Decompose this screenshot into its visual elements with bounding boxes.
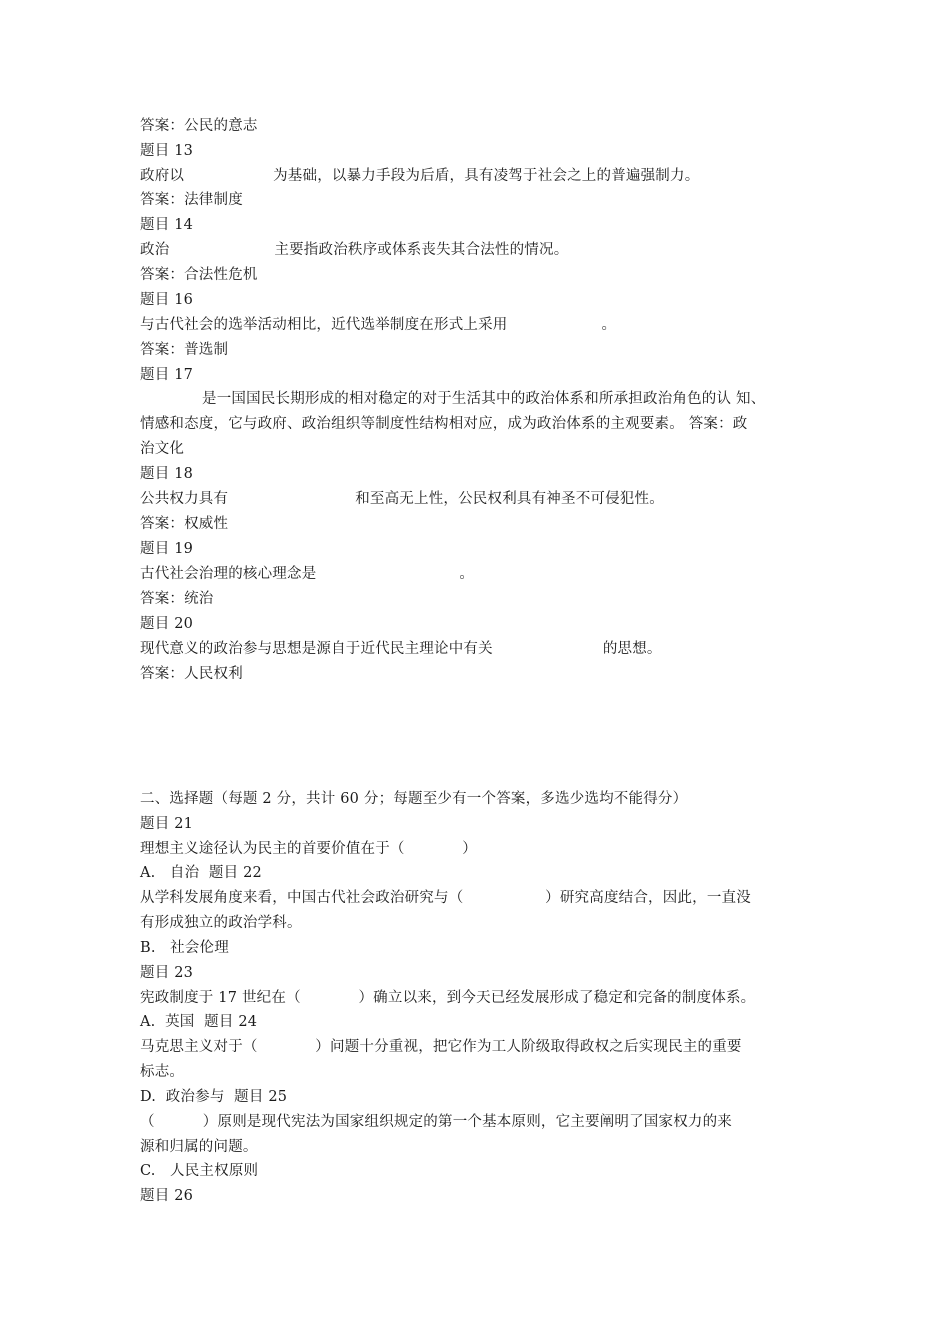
question-text-before: 公共权力具有	[140, 491, 229, 507]
question-text-before: 现代意义的政治参与思想是源自于近代民主理论中有关	[140, 641, 493, 657]
question-title: 题目 26	[140, 1188, 194, 1204]
answer-line: 答案：权威性	[140, 516, 229, 532]
question-text: 有形成独立的政治学科。	[140, 915, 302, 931]
question-text: 是一国国民长期形成的相对稳定的对于生活其中的政治体系和所承担政治角色的认 知、	[202, 391, 766, 407]
question-text-before: 古代社会治理的核心理念是	[140, 566, 317, 582]
question-text-after: 和至高无上性，公民权利具有神圣不可侵犯性。	[355, 491, 664, 507]
question-text-before: 政治	[140, 242, 170, 258]
question-text-after: 主要指政治秩序或体系丧失其合法性的情况。	[274, 242, 569, 258]
answer-line: B. 社会伦理	[140, 940, 229, 956]
question-text	[140, 316, 616, 334]
answer-line: 答案：人民权利	[140, 666, 243, 682]
question-text: 情感和态度，它与政府、政治组织等制度性结构相对应，成为政治体系的主观要素。 答案：政	[140, 416, 748, 432]
question-text	[140, 241, 568, 259]
question-text-before: 政府以	[140, 168, 185, 184]
question-text: 标志。	[140, 1064, 185, 1080]
question-text: 源和归属的问题。	[140, 1139, 258, 1155]
question-text-after: 的思想。	[602, 641, 662, 657]
question-title: 题目 21	[140, 816, 194, 832]
section-heading: 二、选择题（每题 2 分，共计 60 分；每题至少有一个答案，多选少选均不能得分）	[140, 791, 688, 807]
answer-line: 答案：统治	[140, 591, 214, 607]
answer-line: A. 自治 题目 22	[140, 865, 262, 881]
question-text	[140, 490, 664, 508]
question-text: 马克思主义对于（ ）问题十分重视，把它作为工人阶级取得政权之后实现民主的重要	[140, 1039, 742, 1055]
answer-line: 答案：公民的意志	[140, 118, 258, 134]
question-title: 题目 16	[140, 292, 194, 308]
question-text	[140, 167, 699, 185]
question-title: 题目 17	[140, 367, 194, 383]
question-title: 题目 13	[140, 143, 194, 159]
question-title: 题目 14	[140, 217, 194, 233]
question-text-after: 。	[459, 566, 475, 582]
answer-line: D. 政治参与 题目 25	[140, 1089, 288, 1105]
answer-line: C. 人民主权原则	[140, 1163, 259, 1179]
question-text: 从学科发展角度来看，中国古代社会政治研究与（ ）研究高度结合，因此，一直没	[140, 890, 751, 906]
question-text: 理想主义途径认为民主的首要价值在于（ ）	[140, 841, 478, 857]
question-title: 题目 19	[140, 541, 194, 557]
question-title: 题目 23	[140, 965, 194, 981]
question-text	[140, 640, 662, 658]
question-text: 宪政制度于 17 世纪在（ ）确立以来，到今天已经发展形成了稳定和完备的制度体系。	[140, 990, 756, 1006]
answer-line: 答案：法律制度	[140, 192, 243, 208]
question-text-before: 与古代社会的选举活动相比，近代选举制度在形式上采用	[140, 317, 508, 333]
question-title: 题目 20	[140, 616, 194, 632]
question-title: 题目 18	[140, 466, 194, 482]
question-text-after: 。	[601, 317, 617, 333]
question-text-after: 为基础，以暴力手段为后盾，具有凌驾于社会之上的普遍强制力。	[273, 168, 700, 184]
answer-line: A. 英国 题目 24	[140, 1014, 258, 1030]
question-text: （ ）原则是现代宪法为国家组织规定的第一个基本原则，它主要阐明了国家权力的来	[140, 1114, 732, 1130]
answer-line: 答案：普选制	[140, 342, 229, 358]
answer-line: 答案：合法性危机	[140, 267, 258, 283]
question-text: 治文化	[140, 441, 185, 457]
question-text	[140, 565, 474, 583]
